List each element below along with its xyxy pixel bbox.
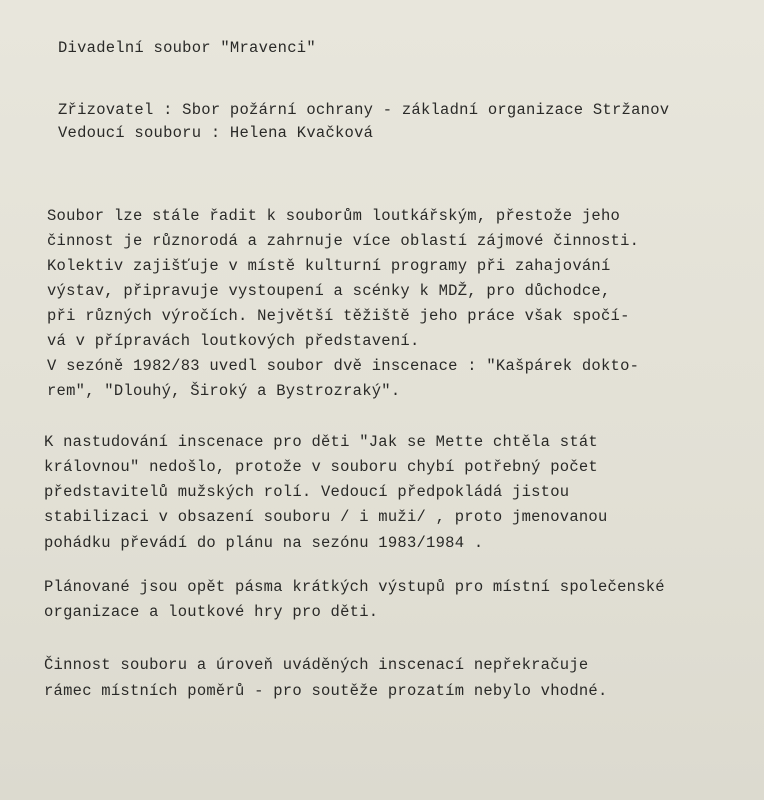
leader-line: Vedoucí souboru : Helena Kvačková <box>58 124 374 142</box>
text-line: Plánované jsou opět pásma krátkých výstupů pro místní společenské <box>44 578 665 596</box>
text-line: V sezóně 1982/83 uvedl soubor dvě inscenace : "Kašpárek dokto- <box>47 357 640 375</box>
text-line: činnost je různorodá a zahrnuje více oblastí zájmové činnosti. <box>47 232 640 250</box>
text-line: Činnost souboru a úroveň uváděných inscenací nepřekračuje <box>44 656 589 674</box>
text-line: představitelů mužských rolí. Vedoucí předpokládá jistou <box>44 483 570 501</box>
text-line: pohádku převádí do plánu na sezónu 1983/1984 . <box>44 534 484 552</box>
founder-line: Zřizovatel : Sbor požární ochrany - základní organizace Stržanov <box>58 101 670 119</box>
text-line: rámec místních poměrů - pro soutěže prozatím nebylo vhodné. <box>44 682 608 700</box>
text-line: vá v přípravách loutkových představení. <box>47 332 420 350</box>
text-line: Soubor lze stále řadit k souborům loutkářským, přestože jeho <box>47 207 621 225</box>
text-line: rem", "Dlouhý, Široký a Bystrozraký". <box>47 382 401 400</box>
text-line: organizace a loutkové hry pro děti. <box>44 603 379 621</box>
ensemble-title: Divadelní soubor "Mravenci" <box>58 39 316 57</box>
text-line: výstav, připravuje vystoupení a scénky k MDŽ, pro důchodce, <box>47 282 611 300</box>
text-line: Kolektiv zajišťuje v místě kulturní programy při zahajování <box>47 257 611 275</box>
text-line: K nastudování inscenace pro děti "Jak se Mette chtěla stát <box>44 433 598 451</box>
text-line: při různých výročích. Největší těžiště jeho práce však spočí- <box>47 307 630 325</box>
text-line: stabilizaci v obsazení souboru / i muži/ , proto jmenovanou <box>44 508 608 526</box>
text-line: královnou" nedošlo, protože v souboru chybí potřebný počet <box>44 458 598 476</box>
